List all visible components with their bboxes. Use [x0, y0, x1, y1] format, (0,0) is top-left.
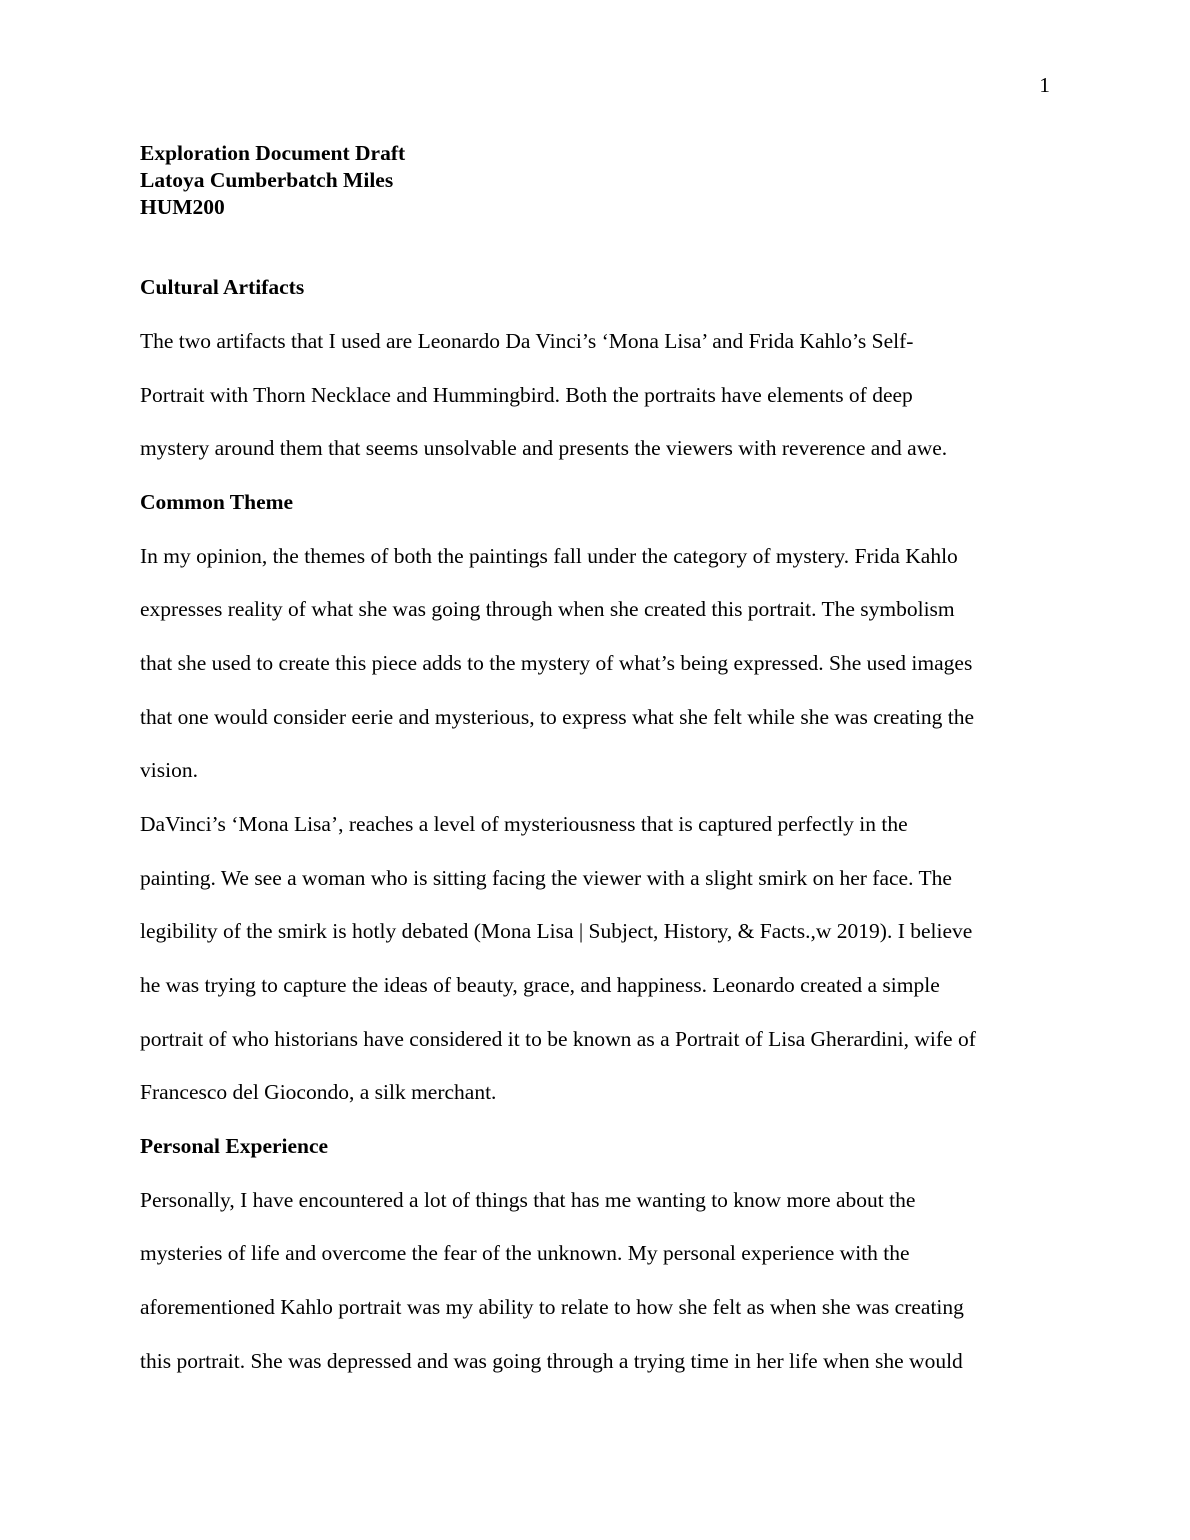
paragraph-line: legibility of the smirk is hotly debated (Mona Lisa | Subject, History, & Facts.,w 2019). I believe: [140, 919, 973, 943]
paragraph-line: mystery around them that seems unsolvable and presents the viewers with reverence and awe.: [140, 436, 948, 460]
paragraph-line: painting. We see a woman who is sitting facing the viewer with a slight smirk on her face. The: [140, 866, 952, 890]
page-number: 1: [1039, 73, 1050, 97]
paragraph-line: that one would consider eerie and mysterious, to express what she felt while she was creating the: [140, 705, 975, 729]
course-code: HUM200: [140, 195, 225, 219]
paragraph-line: portrait of who historians have considered it to be known as a Portrait of Lisa Gherardini, wife of: [140, 1027, 976, 1051]
document-title: Exploration Document Draft: [140, 141, 406, 165]
paragraph-line: expresses reality of what she was going through when she created this portrait. The symbolism: [140, 597, 955, 621]
paragraph-line: DaVinci’s ‘Mona Lisa’, reaches a level of mysteriousness that is captured perfectly in the: [140, 812, 908, 836]
section-heading-personal-experience: Personal Experience: [140, 1134, 329, 1158]
paragraph-line: The two artifacts that I used are Leonardo Da Vinci’s ‘Mona Lisa’ and Frida Kahlo’s Self-: [140, 329, 914, 353]
paragraph-line: Personally, I have encountered a lot of things that has me wanting to know more about the: [140, 1188, 916, 1212]
paragraph-line: aforementioned Kahlo portrait was my ability to relate to how she felt as when she was creating: [140, 1295, 964, 1319]
paragraph-line: mysteries of life and overcome the fear of the unknown. My personal experience with the: [140, 1241, 910, 1265]
paragraph-line: that she used to create this piece adds to the mystery of what’s being expressed. She used images: [140, 651, 973, 675]
document-header: [140, 140, 1050, 221]
document-body: [140, 140, 1050, 1373]
paragraph-line: he was trying to capture the ideas of beauty, grace, and happiness. Leonardo created a simple: [140, 973, 940, 997]
section-heading-common-theme: Common Theme: [140, 490, 294, 514]
paragraph-line: vision.: [140, 758, 198, 782]
paragraph-line: In my opinion, the themes of both the paintings fall under the category of mystery. Frida Kahlo: [140, 544, 958, 568]
paragraph-line: Portrait with Thorn Necklace and Hummingbird. Both the portraits have elements of deep: [140, 383, 913, 407]
author-name: Latoya Cumberbatch Miles: [140, 168, 394, 192]
paragraph-line: this portrait. She was depressed and was going through a trying time in her life when she would: [140, 1349, 963, 1373]
paragraph-line: Francesco del Giocondo, a silk merchant.: [140, 1080, 497, 1104]
section-heading-cultural-artifacts: Cultural Artifacts: [140, 275, 305, 299]
